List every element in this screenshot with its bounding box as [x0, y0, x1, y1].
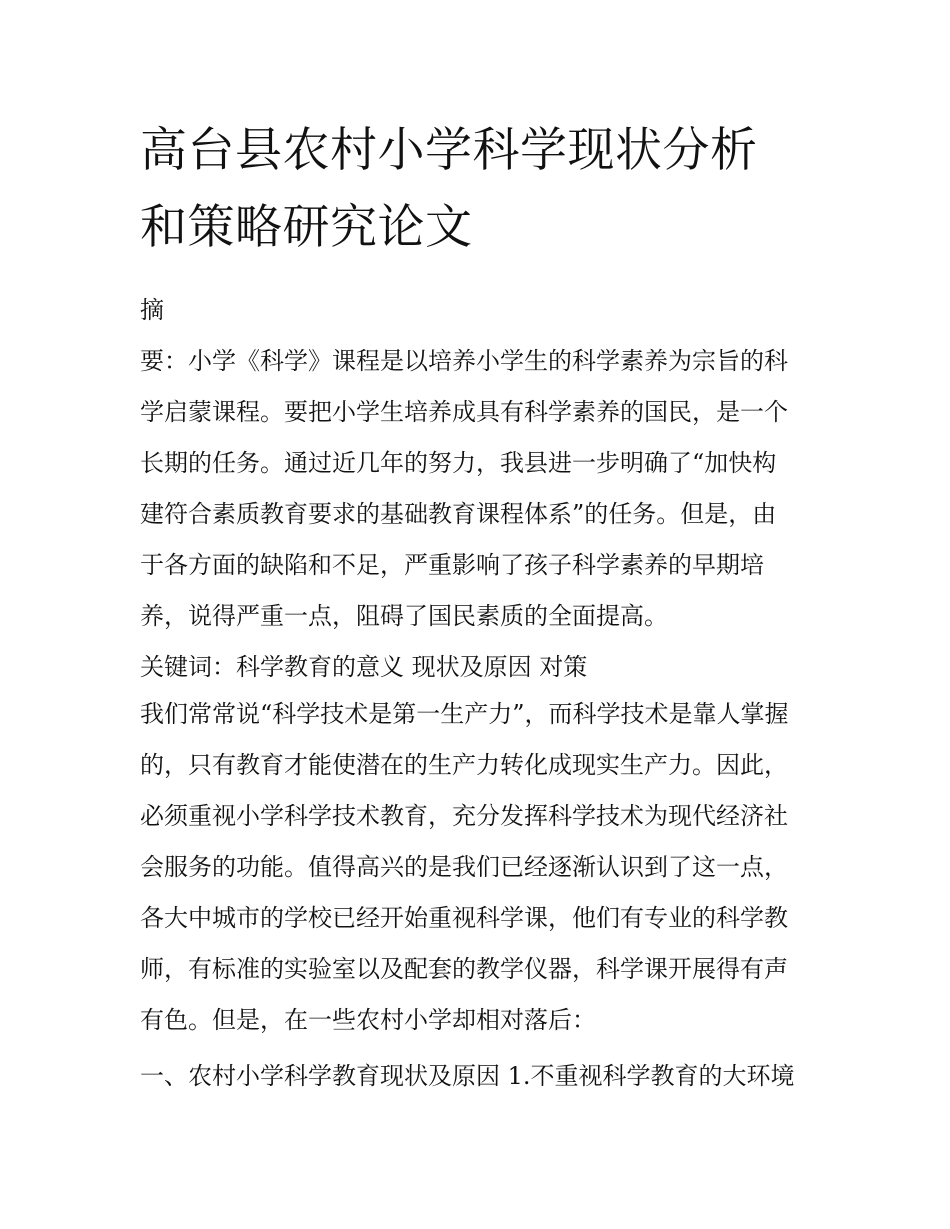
title-line-1: 高台县农村小学科学现状分析 [140, 123, 758, 178]
intro-line: 必须重视小学科学技术教育，充分发挥科学技术为现代经济社 [140, 802, 788, 830]
abstract-line: 要：小学《科学》课程是以培养小学生的科学素养为宗旨的科 [140, 347, 788, 375]
abstract-line: 长期的任务。通过近几年的努力，我县进一步明确了“加快构 [140, 449, 777, 477]
abstract-label: 摘 [140, 296, 164, 324]
intro-line: 各大中城市的学校已经开始重视科学课，他们有专业的科学教 [140, 904, 788, 932]
document-page [140, 112, 820, 1102]
intro-line: 有色。但是，在一些农村小学却相对落后： [140, 1006, 596, 1034]
intro-line: 会服务的功能。值得高兴的是我们已经逐渐认识到了这一点， [140, 853, 788, 881]
document-title [140, 112, 820, 266]
abstract-line: 养，说得严重一点，阻碍了国民素质的全面提高。 [140, 602, 668, 630]
abstract-paragraph [140, 336, 820, 642]
title-line-2: 和策略研究论文 [140, 200, 473, 255]
section-heading: 一、农村小学科学教育现状及原因 1.不重视科学教育的大环境 [140, 1062, 795, 1090]
intro-line: 的，只有教育才能使潜在的生产力转化成现实生产力。因此， [140, 751, 788, 779]
abstract-line: 学启蒙课程。要把小学生培养成具有科学素养的国民，是一个 [140, 398, 788, 426]
intro-paragraph [140, 689, 820, 1046]
intro-line: 我们常常说“科学技术是第一生产力”，而科学技术是靠人掌握 [140, 700, 789, 728]
keywords-line: 关键词：科学教育的意义 现状及原因 对策 [140, 653, 588, 681]
abstract-line: 建符合素质教育要求的基础教育课程体系”的任务。但是，由 [140, 500, 777, 528]
abstract-line: 于各方面的缺陷和不足，严重影响了孩子科学素养的早期培 [140, 551, 764, 579]
intro-line: 师，有标准的实验室以及配套的教学仪器，科学课开展得有声 [140, 955, 788, 983]
